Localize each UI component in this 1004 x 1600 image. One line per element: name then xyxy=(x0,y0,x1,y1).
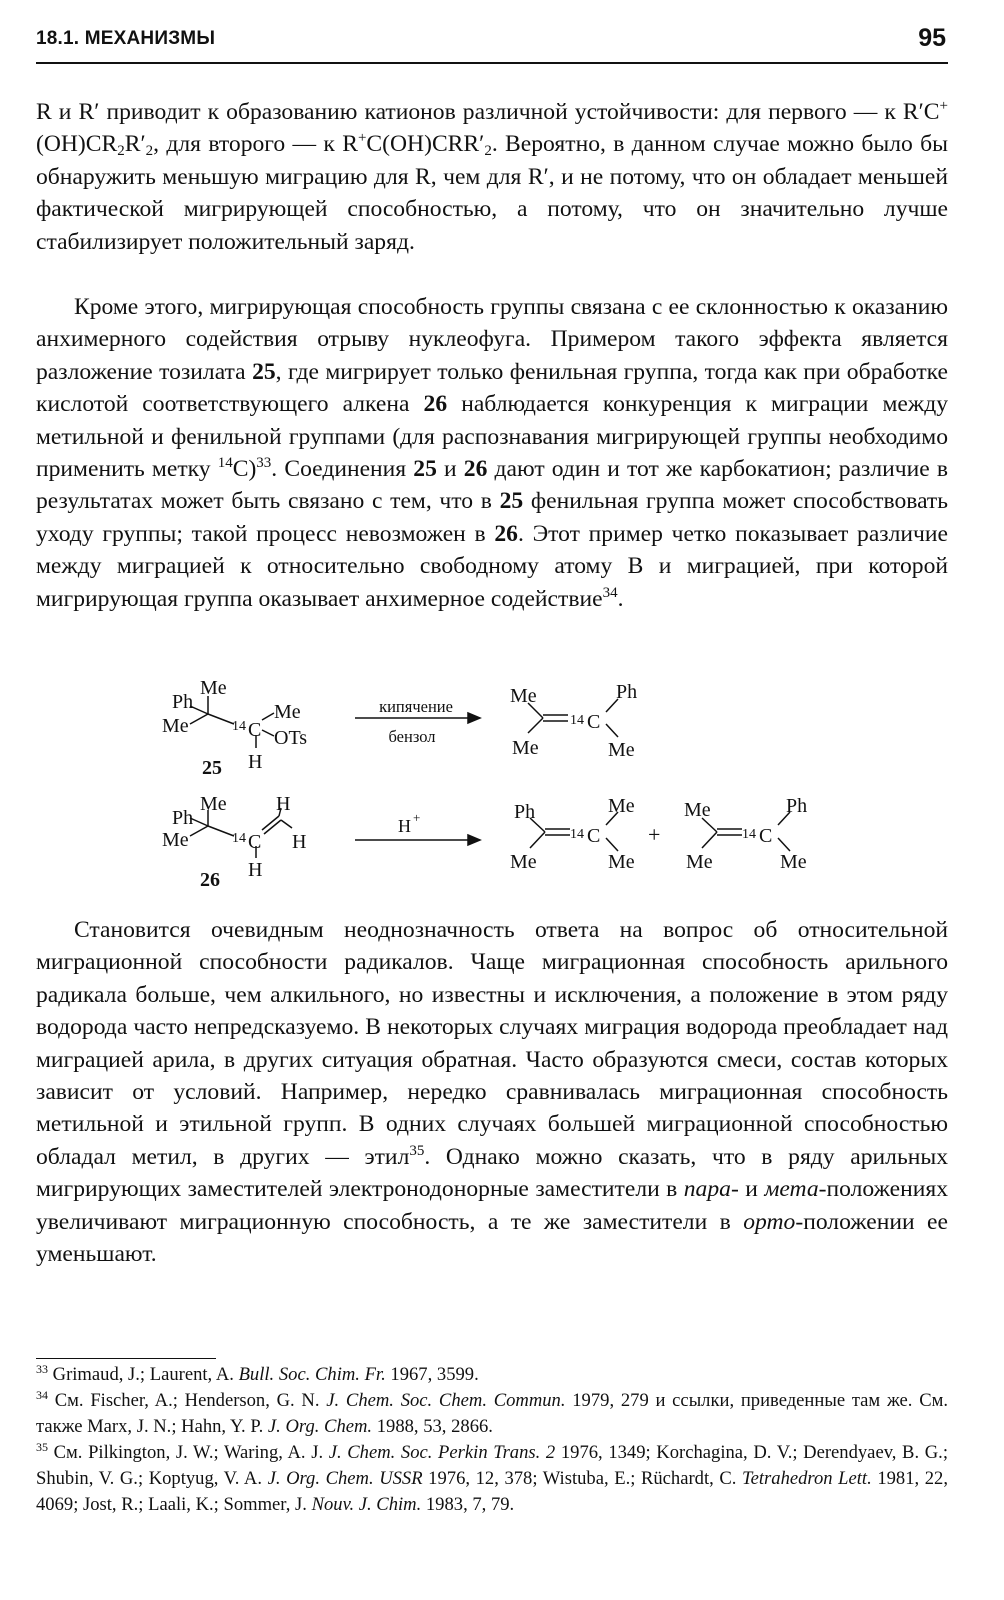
atom-me: Me xyxy=(510,685,537,707)
footnote-33: $^{33}$ Grimaud, J.; Laurent, A. Bull. Soc. Chim. Fr. 1967, 3599. xyxy=(36,1361,479,1385)
section-title: 18.1. МЕХАНИЗМЫ xyxy=(36,28,216,49)
page-number: 95 xyxy=(918,24,946,52)
compound-label-25: 25 xyxy=(202,757,222,779)
compound-label-26: 26 xyxy=(200,869,220,891)
atom-me: Me xyxy=(780,851,807,873)
atom-ots: OTs xyxy=(274,727,308,749)
atom-me: Me xyxy=(512,737,539,759)
reaction-scheme xyxy=(150,672,830,892)
isotope-label: 14 xyxy=(570,827,584,842)
atom-me: Me xyxy=(162,829,189,851)
atom-me: Me xyxy=(684,799,711,821)
atom-me: Me xyxy=(608,739,635,761)
condition-top: кипячение xyxy=(379,697,453,716)
atom-me: Me xyxy=(162,715,189,737)
atom-c14: C xyxy=(587,711,601,733)
atom-ph: Ph xyxy=(172,691,194,713)
footnote-34: $^{34}$ См. Fischer, A.; Henderson, G. N. J. Chem. Soc. Chem. Commun. 1979, 279 и ссылки, приведенные там же. См. также Marx, J. N.; Hahn, Y. P. J. Org. Chem. 1988, 53, 2866. xyxy=(36,1387,949,1437)
atom-h: H xyxy=(292,831,307,853)
atom-h: H xyxy=(248,859,263,881)
isotope-label: 14 xyxy=(232,831,246,846)
atom-me: Me xyxy=(200,793,227,815)
atom-ph: Ph xyxy=(786,795,808,817)
atom-me: Me xyxy=(686,851,713,873)
atom-c14: C xyxy=(248,831,262,853)
atom-me: Me xyxy=(608,795,635,817)
atom-me: Me xyxy=(274,701,301,723)
condition-bottom: бензол xyxy=(388,727,436,746)
atom-h: H xyxy=(276,793,291,815)
running-header xyxy=(36,26,948,64)
isotope-label: 14 xyxy=(232,719,246,734)
footnote-divider xyxy=(36,1358,216,1359)
atom-ph: Ph xyxy=(514,801,536,823)
atom-me: Me xyxy=(608,851,635,873)
isotope-label: 14 xyxy=(742,827,756,842)
isotope-label: 14 xyxy=(570,713,584,728)
paragraph-1: R и R′ приводит к образованию катионов различной устойчивости: для первого — к $R'C^+(OH)CR_2R'_2$, для второго — к $R^+C(OH)CRR'_2$. Вероятно, в данном случае можно было бы обнаружить меньшую миграцию для R, чем для R′, и не потому, что он обладает меньшей фактической мигрирующей способностью, а потому, что он значительно лучше стабилизирует положительный заряд. xyxy=(36,98,948,255)
footnote-35: $^{35}$ См. Pilkington, J. W.; Waring, A. J. J. Chem. Soc. Perkin Trans. 2 1976, 1349; Korchagina, D. V.; Derendyaev, B. G.; Shubin, V. G.; Koptyug, V. A. J. Org. Chem. USSR 1976, 12, 378; Wistuba, E.; Rüchardt, C. Tetrahedron Lett. 1981, 22, 4069; Jost, R.; Laali, K.; Sommer, J. Nouv. J. Chim. 1983, 7, 79. xyxy=(36,1439,948,1515)
plus-sign: + xyxy=(648,822,661,847)
condition-acid-charge: + xyxy=(413,810,421,825)
atom-ph: Ph xyxy=(616,681,638,703)
atom-h: H xyxy=(248,751,263,773)
condition-acid: H xyxy=(398,816,411,836)
atom-c14: C xyxy=(759,825,773,847)
atom-me: Me xyxy=(200,677,227,699)
atom-me: Me xyxy=(510,851,537,873)
paragraph-3: Становится очевидным неоднозначность ответа на вопрос об относительной миграционной способности радикалов. Чаще миграционная способность арильного радикала больше, чем алкильного, но известны и исключения, а положение в этом ряду водорода часто непредсказуемо. В некоторых случаях миграция водорода преобладает над миграцией арила, в других ситуация обратная. Часто образуются смеси, состав которых зависит от условий. Например, нередко сравнивалась миграционная способность метильной и этильной групп. В одних случаях большей миграционной способностью обладал метил, в других — этил$^{35}$. Однако можно сказать, что в ряду арильных мигрирующих заместителей электронодонорные заместители в пара- и мета-положениях увеличивают миграционную способность, а те же заместители в орто-положении ее уменьшают. xyxy=(36,917,948,1268)
paragraph-2: Кроме этого, мигрирующая способность группы связана с ее склонностью к оказанию анхимерного содействия отрыву нуклеофуга. Примером такого эффекта является разложение тозилата 25, где мигрирует только фенильная группа, тогда как при обработке кислотой соответствующего алкена 26 наблюдается конкуренция к миграции между метильной и фенильной группами (для распознавания мигрирующей группы необходимо применить метку $^{14}$C)$^{33}$. Соединения 25 и 26 дают один и тот же карбокатион; различие в результатах может быть связано с тем, что в 25 фенильная группа может способствовать уходу группы; такой процесс невозможен в 26. Этот пример четко показывает различие между миграцией к относительно свободному атому B и миграцией, при которой мигрирующая группа оказывает анхимерное содействие$^{34}$. xyxy=(36,294,949,612)
atom-ph: Ph xyxy=(172,807,194,829)
atom-c14: C xyxy=(587,825,601,847)
atom-c14: C xyxy=(248,719,262,741)
